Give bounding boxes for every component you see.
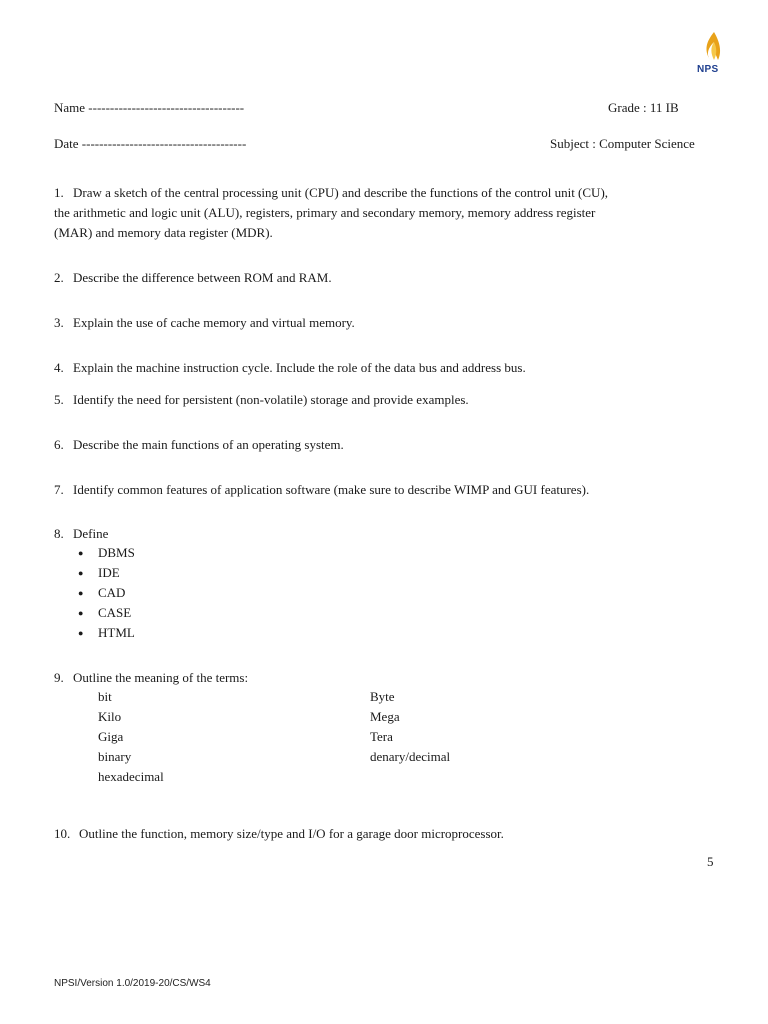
question-1 [54,183,608,243]
question-number: 9. [54,670,64,685]
question-number: 8. [54,526,64,541]
list-item: ● IDE [78,563,135,583]
question-6 [54,435,344,455]
term: Kilo [98,709,122,724]
terms-list [98,687,451,787]
terms-row [98,727,393,747]
term: binary [98,749,132,764]
question-8 [54,524,108,544]
question-text: Explain the machine instruction cycle. Include the role of the data bus and address bus. [73,360,526,375]
terms-row [98,767,164,787]
question-number: 3. [54,315,64,330]
question-text: Define [73,526,109,541]
question-number: 7. [54,482,64,497]
question-10 [54,824,504,844]
term: Byte [370,689,395,704]
question-text: Outline the meaning of the terms: [73,670,249,685]
list-item: ● HTML [78,623,135,643]
terms-row [98,687,395,707]
question-4 [54,358,526,378]
question-text: (MAR) and memory data register (MDR). [54,225,273,240]
term: bit [98,689,112,704]
document-footer: NPSI/Version 1.0/2019-20/CS/WS4 [54,978,211,989]
question-text: Outline the function, memory size/type and I/O for a garage door microprocessor. [79,826,504,841]
question-text: Explain the use of cache memory and virtual memory. [73,315,355,330]
question-text: Describe the main functions of an operating system. [73,437,344,452]
grade-label: Grade : 11 IB [608,100,679,115]
question-text: Identify common features of application software (make sure to describe WIMP and GUI features). [73,482,590,497]
name-line: Name ------------------------------------ [54,100,245,115]
question-text: Identify the need for persistent (non-volatile) storage and provide examples. [73,392,469,407]
question-text: Draw a sketch of the central processing unit (CPU) and describe the functions of the control unit (CU), [73,185,609,200]
question-number: 5. [54,392,64,407]
term: hexadecimal [98,769,164,784]
question-text: Describe the difference between ROM and RAM. [73,270,332,285]
term: Giga [98,729,124,744]
page-number: 5 [707,854,714,869]
terms-row [98,747,451,767]
question-number: 2. [54,270,64,285]
question-3 [54,313,355,333]
list-item: ● CAD [78,583,135,603]
logo-text: NPS [697,64,719,75]
question-number: 6. [54,437,64,452]
term: Tera [370,729,393,744]
list-item: ● DBMS [78,543,135,563]
subject-label: Subject : Computer Science [550,136,695,151]
term: denary/decimal [370,749,451,764]
date-line: Date -------------------------------------- [54,136,247,151]
define-list [78,543,135,643]
list-item: ● CASE [78,603,135,623]
question-9 [54,668,248,688]
terms-row [98,707,400,727]
term: Mega [370,709,400,724]
question-2 [54,268,332,288]
question-7 [54,480,589,500]
question-text: the arithmetic and logic unit (ALU), registers, primary and secondary memory, memory address register [54,205,596,220]
question-number: 4. [54,360,64,375]
question-5 [54,390,469,410]
question-number: 10. [54,826,71,841]
question-number: 1. [54,185,64,200]
